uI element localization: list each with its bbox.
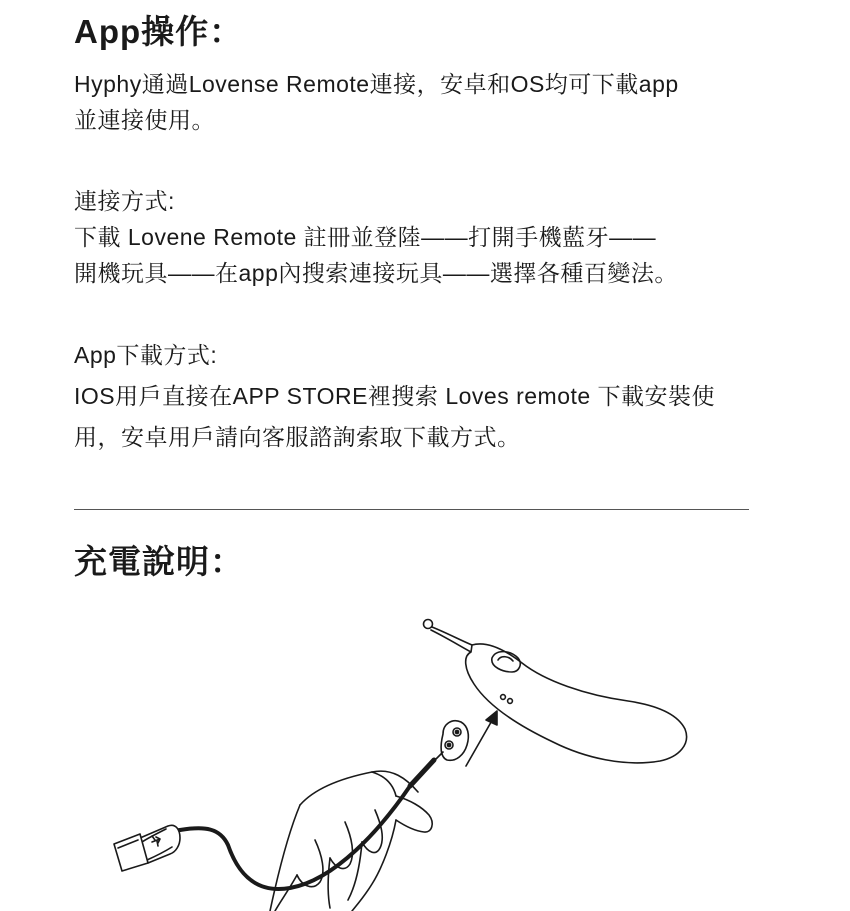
arrow-icon: [466, 711, 497, 766]
section-divider: [74, 509, 749, 510]
download-line: 用，安卓用戶請向客服諮詢索取下載方式。: [74, 424, 521, 450]
intro-line: Hyphy通過Lovense Remote連接，安卓和OS均可下載app: [74, 71, 679, 97]
app-section-title: App操作：: [74, 13, 244, 50]
connect-method: [74, 183, 764, 291]
intro-paragraph: [74, 66, 754, 138]
connect-step-line: 下載 Lovene Remote 註冊並登陸——打開手機藍牙——: [74, 224, 657, 250]
charging-illustration: [0, 600, 850, 911]
download-heading: App下載方式:: [74, 342, 218, 368]
intro-line: 並連接使用。: [74, 107, 215, 133]
download-line: IOS用戶直接在APP STORE裡搜索 Loves remote 下載安裝使: [74, 383, 716, 409]
magnetic-connector-icon: [435, 721, 468, 761]
connect-heading: 連接方式:: [74, 188, 175, 214]
charge-section-title: 充電說明：: [74, 543, 244, 580]
download-method: [74, 335, 764, 458]
connect-step-line: 開機玩具——在app內搜索連接玩具——選擇各種百變法。: [74, 260, 678, 286]
usb-plug-icon: [114, 825, 180, 871]
